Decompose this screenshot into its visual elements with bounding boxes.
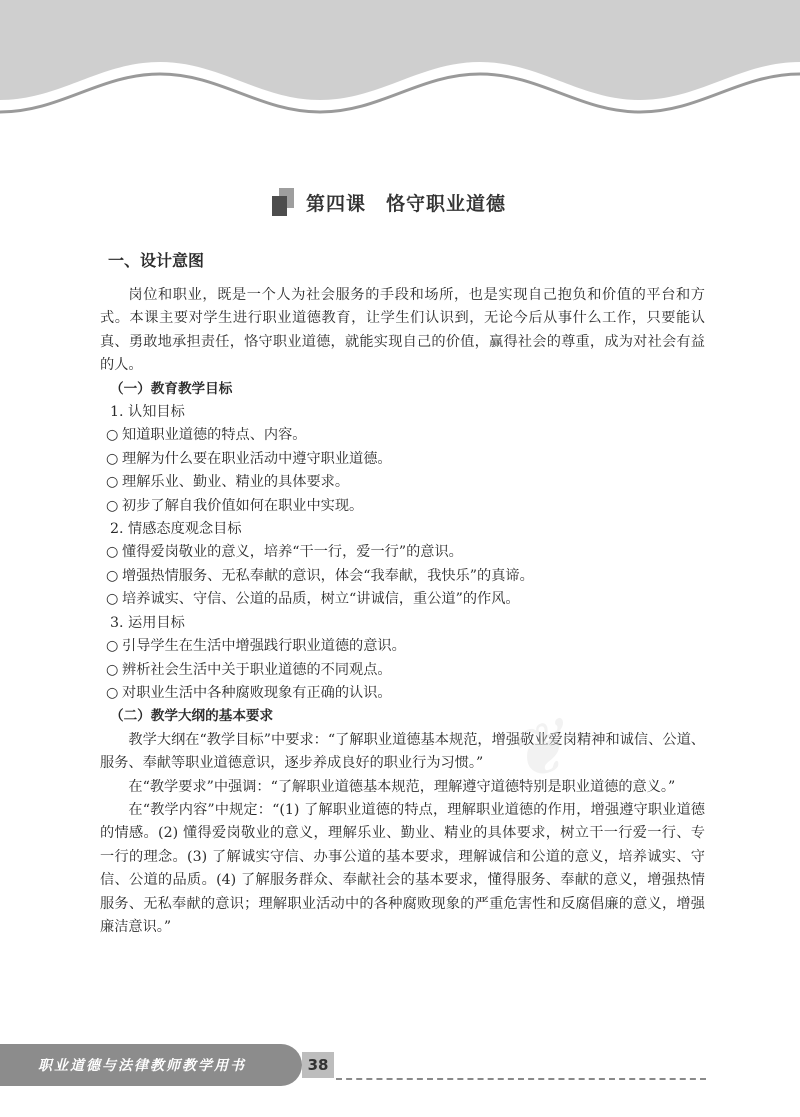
syllabus-paragraph-3: 在“教学内容”中规定：“(1) 了解职业道德的特点，理解职业道德的作用，增强遵守职业道德的情感。(2) 懂得爱岗敬业的意义，理解乐业、勤业、精业的具体要求，树立干一行爱一行、专一行的理念。(3) 了解诚实守信、办事公道的基本要求，理解诚信和公道的意义，培养诚实、守信、公道的品质。(4) 了解服务群众、奉献社会的基本要求，懂得服务、奉献的意义，增强热情服务、无私奉献的意识；理解职业活动中的各种腐败现象的严重危害性和反腐倡廉的意义，增强廉洁意识。” [100, 801, 705, 935]
circle-bullet-icon: ○ [106, 591, 119, 608]
header-wave-band [0, 0, 800, 150]
list-item: ○ 对职业生活中各种腐败现象有正确的认识。 [100, 682, 705, 705]
syllabus-paragraph-1: 教学大纲在“教学目标”中要求：“了解职业道德基本规范，增强敬业爱岗精神和诚信、公道、服务、奉献等职业道德意识，逐步养成良好的职业行为习惯。” [100, 731, 705, 772]
list-item: ○ 知道职业道德的特点、内容。 [100, 424, 705, 447]
list-item: ○ 辨析社会生活中关于职业道德的不同观点。 [100, 659, 705, 682]
syllabus-paragraph-2: 在“教学要求”中强调：“了解职业道德基本规范，理解遵守道德特别是职业道德的意义。” [128, 778, 676, 795]
lesson-title-text: 第四课 恪守职业道德 [306, 192, 507, 215]
goal3-title: 3. 运用目标 [110, 614, 185, 631]
part1-heading: （一）教育教学目标 [110, 380, 233, 397]
goal1-title: 1. 认知目标 [110, 404, 185, 421]
list-item: ○ 培养诚实、守信、公道的品质，树立“讲诚信，重公道”的作风。 [100, 588, 705, 611]
circle-bullet-icon: ○ [106, 684, 119, 701]
footer-band [0, 1044, 302, 1086]
title-square-icon [272, 188, 294, 216]
page-number: 38 [302, 1052, 334, 1078]
circle-bullet-icon: ○ [106, 638, 119, 655]
circle-bullet-icon: ○ [106, 450, 119, 467]
publisher-watermark: ❦ [495, 702, 580, 801]
main-content [100, 248, 705, 939]
circle-bullet-icon: ○ [106, 497, 119, 514]
list-item: ○ 理解为什么要在职业活动中遵守职业道德。 [100, 448, 705, 471]
circle-bullet-icon: ○ [106, 427, 119, 444]
list-item: ○ 引导学生在生活中增强践行职业道德的意识。 [100, 635, 705, 658]
circle-bullet-icon: ○ [106, 474, 119, 491]
header-wave-fill [0, 0, 800, 100]
lesson-title [272, 186, 506, 218]
footer-book-title: 职业道德与法律教师教学用书 [38, 1058, 246, 1074]
list-item: ○ 初步了解自我价值如何在职业中实现。 [100, 495, 705, 518]
circle-bullet-icon: ○ [106, 544, 119, 561]
part2-heading: （二）教学大纲的基本要求 [110, 708, 274, 725]
circle-bullet-icon: ○ [106, 567, 119, 584]
list-item: ○ 理解乐业、勤业、精业的具体要求。 [100, 471, 705, 494]
list-item: ○ 懂得爱岗敬业的意义，培养“干一行，爱一行”的意识。 [100, 541, 705, 564]
goal2-title: 2. 情感态度观念目标 [110, 521, 242, 538]
intro-paragraph: 岗位和职业，既是一个人为社会服务的手段和场所，也是实现自己抱负和价值的平台和方式。本课主要对学生进行职业道德教育，让学生们认识到，无论今后从事什么工作，只要能认真、勇敢地承担责任，恪守职业道德，就能实现自己的价值，赢得社会的尊重，成为对社会有益的人。 [100, 287, 705, 374]
section-heading: 一、设计意图 [108, 251, 205, 270]
list-item: ○ 增强热情服务、无私奉献的意识，体会“我奉献，我快乐”的真谛。 [100, 565, 705, 588]
footer-dashed-rule [336, 1078, 706, 1080]
circle-bullet-icon: ○ [106, 661, 119, 678]
